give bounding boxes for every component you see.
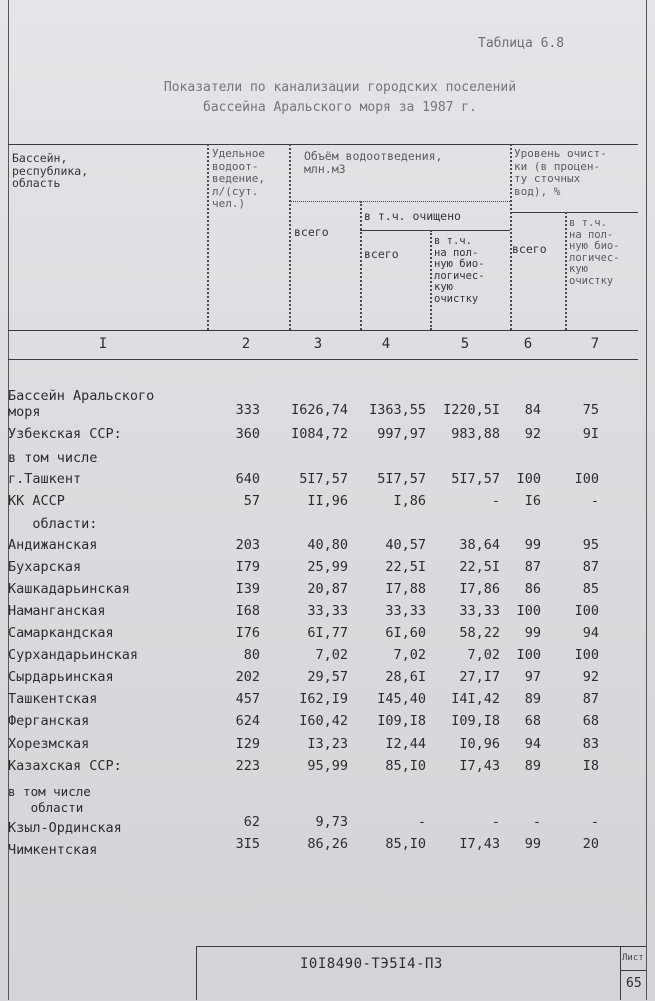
cell-col2: 62 bbox=[243, 814, 260, 830]
cell-col3: 25,99 bbox=[307, 559, 348, 575]
table-label: Таблица 6.8 bbox=[478, 36, 565, 51]
cell-col6: I00 bbox=[516, 647, 541, 663]
cell-col7: - bbox=[590, 493, 599, 509]
cell-col6: 99 bbox=[524, 836, 541, 852]
row-name: области: bbox=[8, 516, 98, 532]
cell-col6: - bbox=[532, 814, 541, 830]
cell-col4: I363,55 bbox=[369, 402, 426, 418]
column-number-6: 6 bbox=[523, 336, 533, 352]
cell-col6: I00 bbox=[516, 471, 541, 487]
cell-col3: 7,02 bbox=[315, 647, 348, 663]
table-row bbox=[0, 426, 646, 448]
divider-col3 bbox=[360, 201, 362, 330]
cell-col7: 87 bbox=[582, 691, 599, 707]
cell-col4: 33,33 bbox=[385, 603, 426, 619]
cell-col4: I2,44 bbox=[385, 736, 426, 752]
row-name: Сурхандарьинская bbox=[8, 647, 139, 663]
cell-col3: 95,99 bbox=[307, 758, 348, 774]
table-row bbox=[0, 736, 646, 758]
title-block-divider-right bbox=[620, 946, 621, 1000]
row-name: Хорезмская bbox=[8, 736, 90, 752]
header-level-group: Уровень очист- ки (в процен- ту сточных вод), % bbox=[514, 147, 607, 198]
cell-col2: I76 bbox=[235, 625, 260, 641]
cell-col2: I29 bbox=[235, 736, 260, 752]
table-row bbox=[0, 603, 646, 625]
cell-col7: 20 bbox=[582, 836, 599, 852]
cell-col3: I3,23 bbox=[307, 736, 348, 752]
column-number-2: 2 bbox=[241, 336, 251, 352]
cell-col4: I,86 bbox=[393, 493, 426, 509]
cell-col6: I00 bbox=[516, 603, 541, 619]
cell-col5: - bbox=[491, 814, 500, 830]
cell-col4: - bbox=[417, 814, 426, 830]
cell-col5: I220,5I bbox=[443, 402, 500, 418]
table-row bbox=[0, 713, 646, 735]
row-name: Кашкадарьинская bbox=[8, 581, 130, 597]
cell-col7: 94 bbox=[582, 625, 599, 641]
table-row bbox=[0, 471, 646, 493]
header-total-volume: всего bbox=[294, 225, 329, 239]
column-number-rule bbox=[8, 359, 638, 360]
cell-col7: 95 bbox=[582, 537, 599, 553]
cell-col5: I0,96 bbox=[459, 736, 500, 752]
cell-col3: 9,73 bbox=[315, 814, 348, 830]
header-cleaned-group: в т.ч. очищено bbox=[364, 209, 461, 223]
row-name: Чимкентская bbox=[8, 842, 98, 858]
cell-col6: 89 bbox=[524, 691, 541, 707]
cell-col5: 5I7,57 bbox=[451, 471, 500, 487]
cell-col7: 68 bbox=[582, 713, 599, 729]
header-volume-group: Объём водоотведения, млн.м3 bbox=[304, 149, 443, 176]
cell-col3: I084,72 bbox=[291, 426, 348, 442]
column-number-1: I bbox=[98, 336, 108, 352]
sheet-number: 65 bbox=[626, 976, 642, 991]
cell-col4: I45,40 bbox=[377, 691, 426, 707]
cell-col2: 57 bbox=[243, 493, 260, 509]
cell-col5: 38,64 bbox=[459, 537, 500, 553]
table-row bbox=[0, 836, 646, 864]
row-name: Ферганская bbox=[8, 713, 90, 729]
table-row bbox=[0, 537, 646, 559]
document-code: I0I8490-ТЭ5I4-ПЗ bbox=[300, 956, 443, 972]
cell-col7: 92 bbox=[582, 669, 599, 685]
row-name: Бухарская bbox=[8, 559, 82, 575]
column-number-4: 4 bbox=[381, 336, 391, 352]
cell-col4: 22,5I bbox=[385, 559, 426, 575]
cell-col2: I39 bbox=[235, 581, 260, 597]
cell-col7: 85 bbox=[582, 581, 599, 597]
cell-col4: 85,I0 bbox=[385, 758, 426, 774]
table-row bbox=[0, 450, 646, 472]
row-name: Сырдарьинская bbox=[8, 669, 114, 685]
cell-col3: I60,42 bbox=[299, 713, 348, 729]
cell-col4: 7,02 bbox=[393, 647, 426, 663]
table-row bbox=[0, 559, 646, 581]
table-row bbox=[0, 388, 646, 420]
cell-col4: 28,6I bbox=[385, 669, 426, 685]
cell-col7: 75 bbox=[582, 402, 599, 418]
cell-col5: 33,33 bbox=[459, 603, 500, 619]
cell-col5: 983,88 bbox=[451, 426, 500, 442]
cell-col6: 68 bbox=[524, 713, 541, 729]
title-block bbox=[196, 946, 646, 1001]
row-name: Самаркандская bbox=[8, 625, 114, 641]
cell-col4: 997,97 bbox=[377, 426, 426, 442]
cell-col4: 40,57 bbox=[385, 537, 426, 553]
cell-col3: 40,80 bbox=[307, 537, 348, 553]
cell-col5: 22,5I bbox=[459, 559, 500, 575]
cell-col6: 99 bbox=[524, 625, 541, 641]
cell-col2: 202 bbox=[235, 669, 260, 685]
cell-col2: 640 bbox=[235, 471, 260, 487]
cell-col3: 33,33 bbox=[307, 603, 348, 619]
cell-col2: 223 bbox=[235, 758, 260, 774]
cell-col4: 6I,60 bbox=[385, 625, 426, 641]
header-bottom-rule bbox=[8, 330, 638, 331]
cell-col6: 89 bbox=[524, 758, 541, 774]
table-row bbox=[0, 669, 646, 691]
table-row bbox=[0, 625, 646, 647]
cell-col2: 203 bbox=[235, 537, 260, 553]
divider-col2 bbox=[289, 144, 291, 330]
cell-col5: 7,02 bbox=[467, 647, 500, 663]
row-name: в том числе области bbox=[8, 784, 91, 815]
row-name: Бассейн Аральского моря bbox=[8, 388, 155, 420]
cell-col6: 86 bbox=[524, 581, 541, 597]
cell-col7: 9I bbox=[582, 426, 599, 442]
title-line-2: бассейна Аральского моря за 1987 г. bbox=[203, 100, 477, 115]
cell-col2: 333 bbox=[235, 402, 260, 418]
cell-col5: 27,I7 bbox=[459, 669, 500, 685]
row-name: Узбекская ССР: bbox=[8, 426, 122, 442]
title-line-1: Показатели по канализации городских поселений bbox=[163, 80, 517, 95]
row-name: КК АССР bbox=[8, 493, 65, 509]
cell-col6: 97 bbox=[524, 669, 541, 685]
cell-col6: 84 bbox=[524, 402, 541, 418]
cell-col4: I7,88 bbox=[385, 581, 426, 597]
table-row bbox=[0, 647, 646, 669]
cell-col3: 29,57 bbox=[307, 669, 348, 685]
table-row bbox=[0, 784, 646, 815]
divider-col4 bbox=[430, 230, 432, 330]
cell-col3: I626,74 bbox=[291, 402, 348, 418]
cell-col6: 99 bbox=[524, 537, 541, 553]
sheet-label: Лист bbox=[622, 953, 644, 963]
cell-col5: I7,86 bbox=[459, 581, 500, 597]
cell-col3: 6I,77 bbox=[307, 625, 348, 641]
cell-col5: I4I,42 bbox=[451, 691, 500, 707]
cell-col3: 5I7,57 bbox=[299, 471, 348, 487]
header-level-total: всего bbox=[512, 242, 547, 256]
title-block-divider-left bbox=[196, 946, 197, 1000]
header-level-bio: в т.ч. на пол- ную био- логичес- кую очистку bbox=[569, 217, 620, 287]
row-name: г.Ташкент bbox=[8, 471, 82, 487]
cell-col5: 58,22 bbox=[459, 625, 500, 641]
column-number-5: 5 bbox=[460, 336, 470, 352]
level-group-rule bbox=[510, 212, 638, 213]
cell-col6: 92 bbox=[524, 426, 541, 442]
page-frame-right bbox=[646, 0, 647, 1000]
header-cleaned-total: всего bbox=[364, 247, 399, 261]
cell-col2: I68 bbox=[235, 603, 260, 619]
cell-col7: I00 bbox=[574, 471, 599, 487]
cell-col2: 3I5 bbox=[235, 836, 260, 852]
table-row bbox=[0, 516, 646, 538]
divider-col5 bbox=[510, 144, 512, 330]
row-name: в том числе bbox=[8, 450, 98, 466]
cell-col3: I62,I9 bbox=[299, 691, 348, 707]
cell-col7: I00 bbox=[574, 647, 599, 663]
header-basin: Бассейн, республика, область bbox=[12, 151, 89, 190]
cell-col6: I6 bbox=[524, 493, 541, 509]
row-name: Наманганская bbox=[8, 603, 106, 619]
table-row bbox=[0, 493, 646, 515]
cell-col3: 86,26 bbox=[307, 836, 348, 852]
table-row bbox=[0, 758, 646, 780]
cell-col7: 83 bbox=[582, 736, 599, 752]
cell-col7: - bbox=[590, 814, 599, 830]
row-name: Ташкентская bbox=[8, 691, 98, 707]
cell-col3: 20,87 bbox=[307, 581, 348, 597]
column-number-3: 3 bbox=[313, 336, 323, 352]
table-row bbox=[0, 581, 646, 603]
volume-group-rule bbox=[290, 201, 510, 202]
column-number-7: 7 bbox=[590, 336, 600, 352]
cell-col2: I79 bbox=[235, 559, 260, 575]
cell-col2: 80 bbox=[243, 647, 260, 663]
row-name: Казахская ССР: bbox=[8, 758, 122, 774]
cell-col4: I09,I8 bbox=[377, 713, 426, 729]
cell-col5: - bbox=[491, 493, 500, 509]
cell-col3: II,96 bbox=[307, 493, 348, 509]
cell-col4: 85,I0 bbox=[385, 836, 426, 852]
cell-col5: I7,43 bbox=[459, 758, 500, 774]
header-top-rule bbox=[8, 144, 638, 145]
title-block-sheet-rule bbox=[620, 970, 646, 971]
cell-col2: 624 bbox=[235, 713, 260, 729]
cell-col5: I09,I8 bbox=[451, 713, 500, 729]
row-name: Андижанская bbox=[8, 537, 98, 553]
cell-col4: 5I7,57 bbox=[377, 471, 426, 487]
cell-col6: 94 bbox=[524, 736, 541, 752]
divider-col6 bbox=[565, 212, 567, 330]
table-row bbox=[0, 691, 646, 713]
cell-col2: 360 bbox=[235, 426, 260, 442]
header-specific-discharge: Удельное водоот- ведение, л/(сут. чел.) bbox=[212, 147, 265, 210]
cell-col7: I00 bbox=[574, 603, 599, 619]
document-title bbox=[60, 78, 620, 118]
row-name: Кзыл-Ординская bbox=[8, 820, 122, 836]
cell-col7: I8 bbox=[582, 758, 599, 774]
cell-col5: I7,43 bbox=[459, 836, 500, 852]
divider-col1 bbox=[207, 144, 209, 330]
cell-col2: 457 bbox=[235, 691, 260, 707]
cell-col6: 87 bbox=[524, 559, 541, 575]
cell-col7: 87 bbox=[582, 559, 599, 575]
cleaned-group-rule bbox=[360, 230, 510, 231]
header-bio-cleaned: в т.ч. на пол- ную био- логичес- кую очистку bbox=[434, 235, 485, 305]
